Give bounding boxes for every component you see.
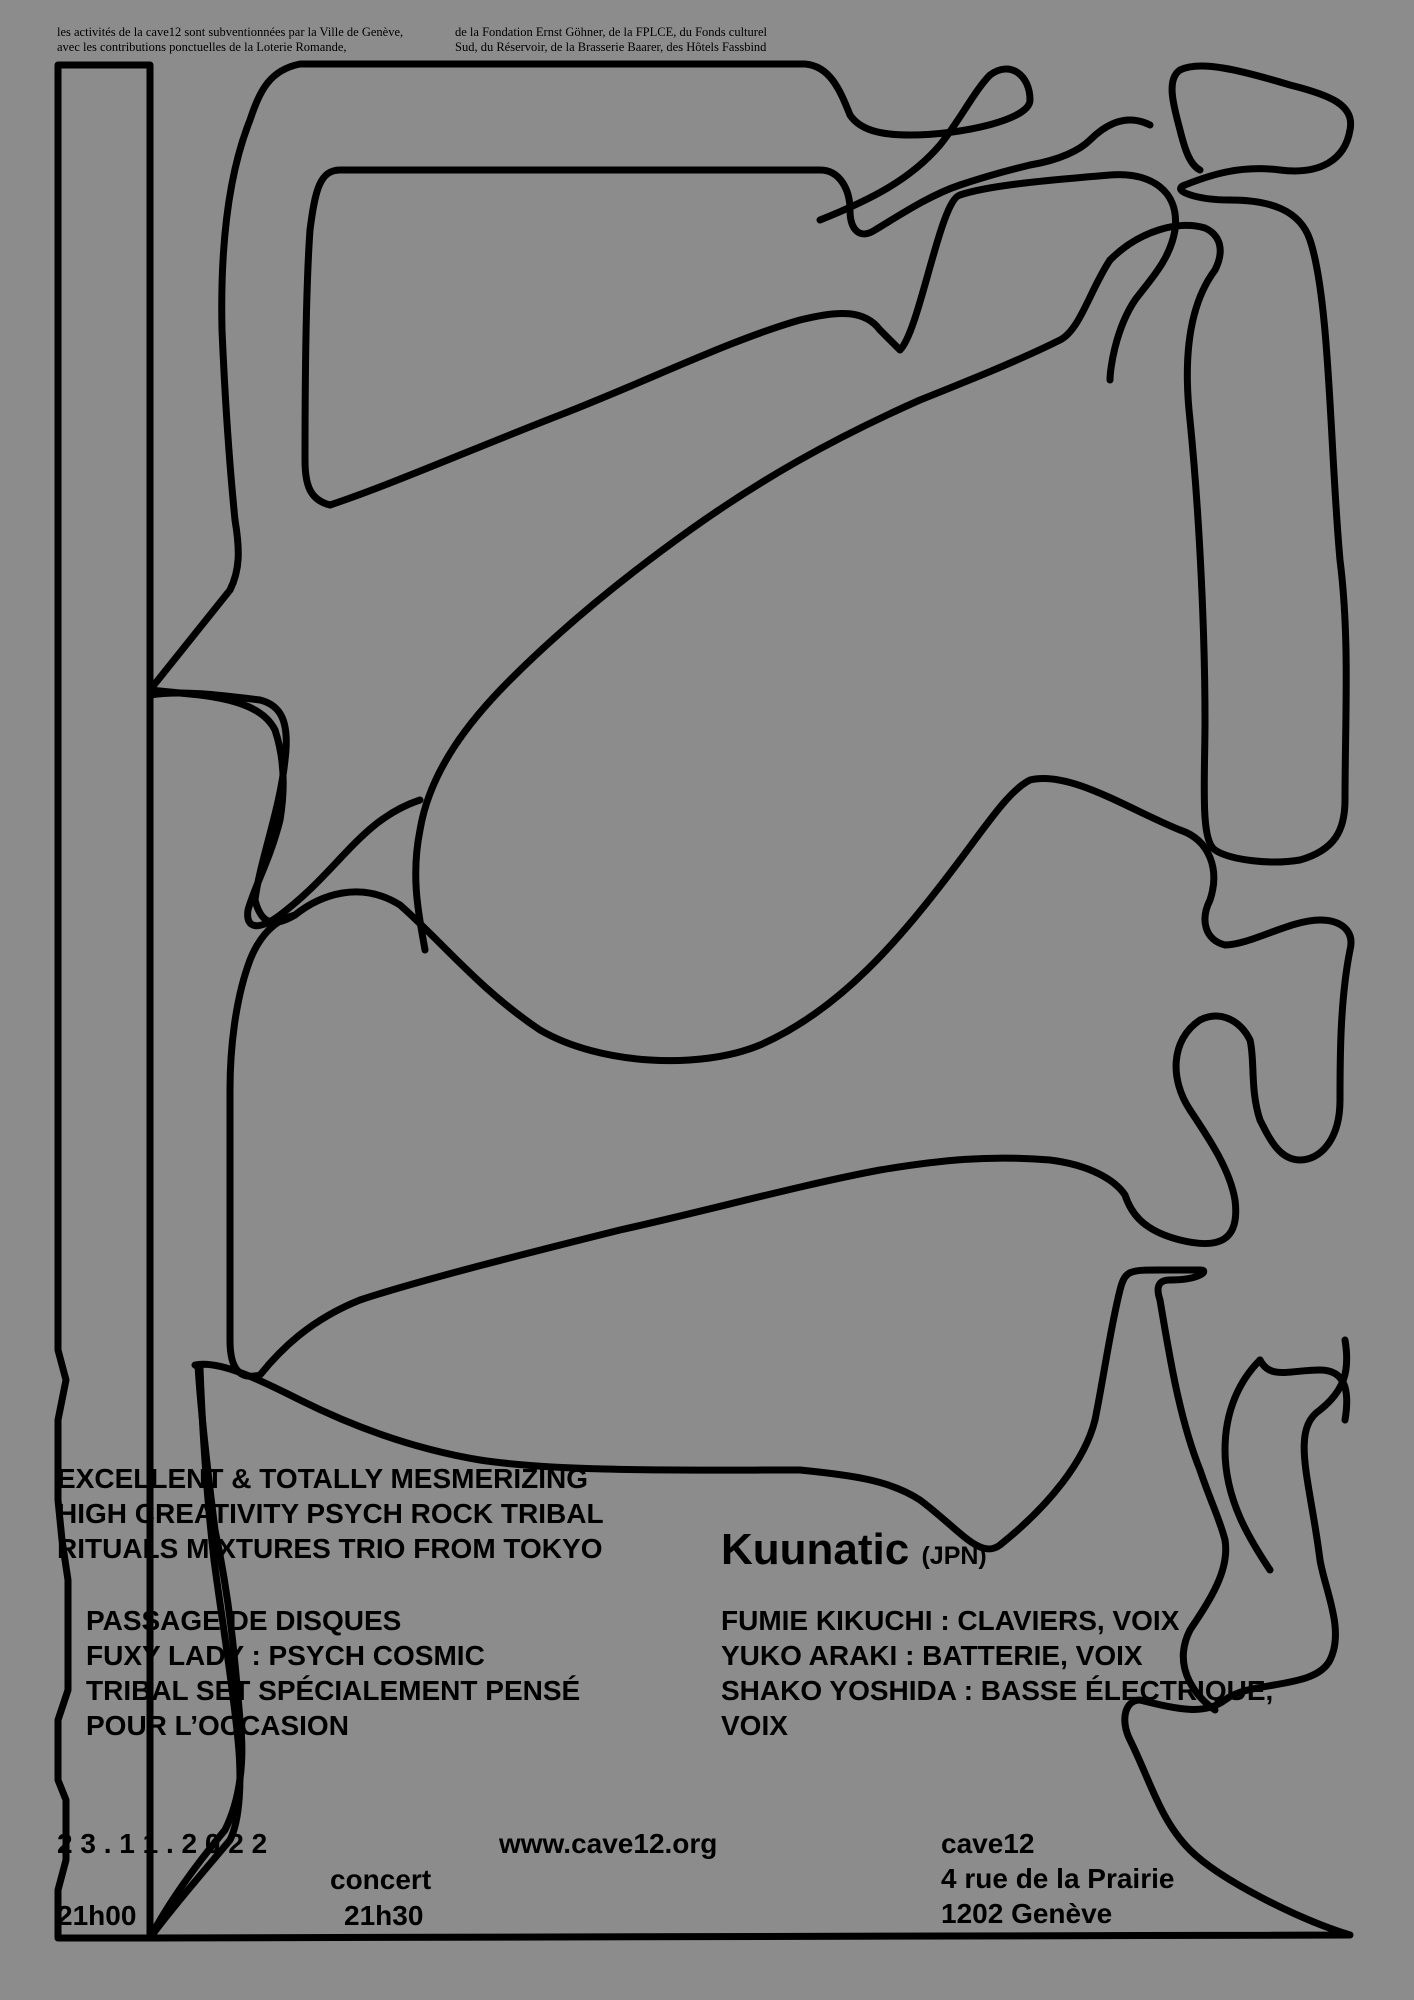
doors-time: 21h00: [57, 1900, 137, 1931]
event-date: 2 3 . 1 1 . 2 0 2 2: [57, 1828, 268, 1859]
venue-address: [941, 1826, 1174, 1931]
description-line: HIGH CREATIVITY PSYCH ROCK TRIBAL: [57, 1498, 604, 1529]
dj-line: TRIBAL SET SPÉCIALEMENT PENSÉ: [86, 1675, 581, 1706]
dj-line: FUXY LADY : PSYCH COSMIC: [86, 1640, 485, 1671]
band-members: [721, 1603, 1273, 1743]
venue-city: 1202 Genève: [941, 1898, 1113, 1929]
credits-right-line: de la Fondation Ernst Göhner, de la FPLCE, du Fonds culturel: [455, 25, 767, 39]
band-title: [721, 1525, 987, 1581]
dj-line: PASSAGE DE DISQUES: [86, 1605, 402, 1636]
credits-right-line: Sud, du Réservoir, de la Brasserie Baarer, des Hôtels Fassbind: [455, 40, 767, 54]
credits-left: [57, 25, 403, 55]
band-name: Kuunatic: [721, 1525, 910, 1574]
credits-left-line: avec les contributions ponctuelles de la Loterie Romande,: [57, 40, 347, 54]
credits-right: [455, 25, 767, 55]
dj-set-info: [86, 1603, 580, 1743]
concert-label: concert: [330, 1864, 432, 1895]
member-line: VOIX: [721, 1710, 788, 1741]
dj-line: POUR L’OCCASION: [86, 1710, 349, 1741]
description-line: EXCELLENT & TOTALLY MESMERIZING: [57, 1463, 589, 1494]
band-origin: (JPN): [921, 1542, 987, 1570]
description-line: RITUALS MIXTURES TRIO FROM TOKYO: [57, 1533, 603, 1564]
band-description: [57, 1461, 604, 1566]
member-line: FUMIE KIKUCHI : CLAVIERS, VOIX: [721, 1605, 1180, 1636]
venue-street: 4 rue de la Prairie: [941, 1863, 1175, 1894]
concert-time: 21h30: [344, 1900, 424, 1931]
credits-left-line: les activités de la cave12 sont subventionnées par la Ville de Genève,: [57, 25, 404, 39]
member-line: SHAKO YOSHIDA : BASSE ÉLECTRIQUE,: [721, 1675, 1274, 1706]
website-link[interactable]: www.cave12.org: [499, 1828, 718, 1859]
member-line: YUKO ARAKI : BATTERIE, VOIX: [721, 1640, 1143, 1671]
venue-name: cave12: [941, 1828, 1035, 1859]
